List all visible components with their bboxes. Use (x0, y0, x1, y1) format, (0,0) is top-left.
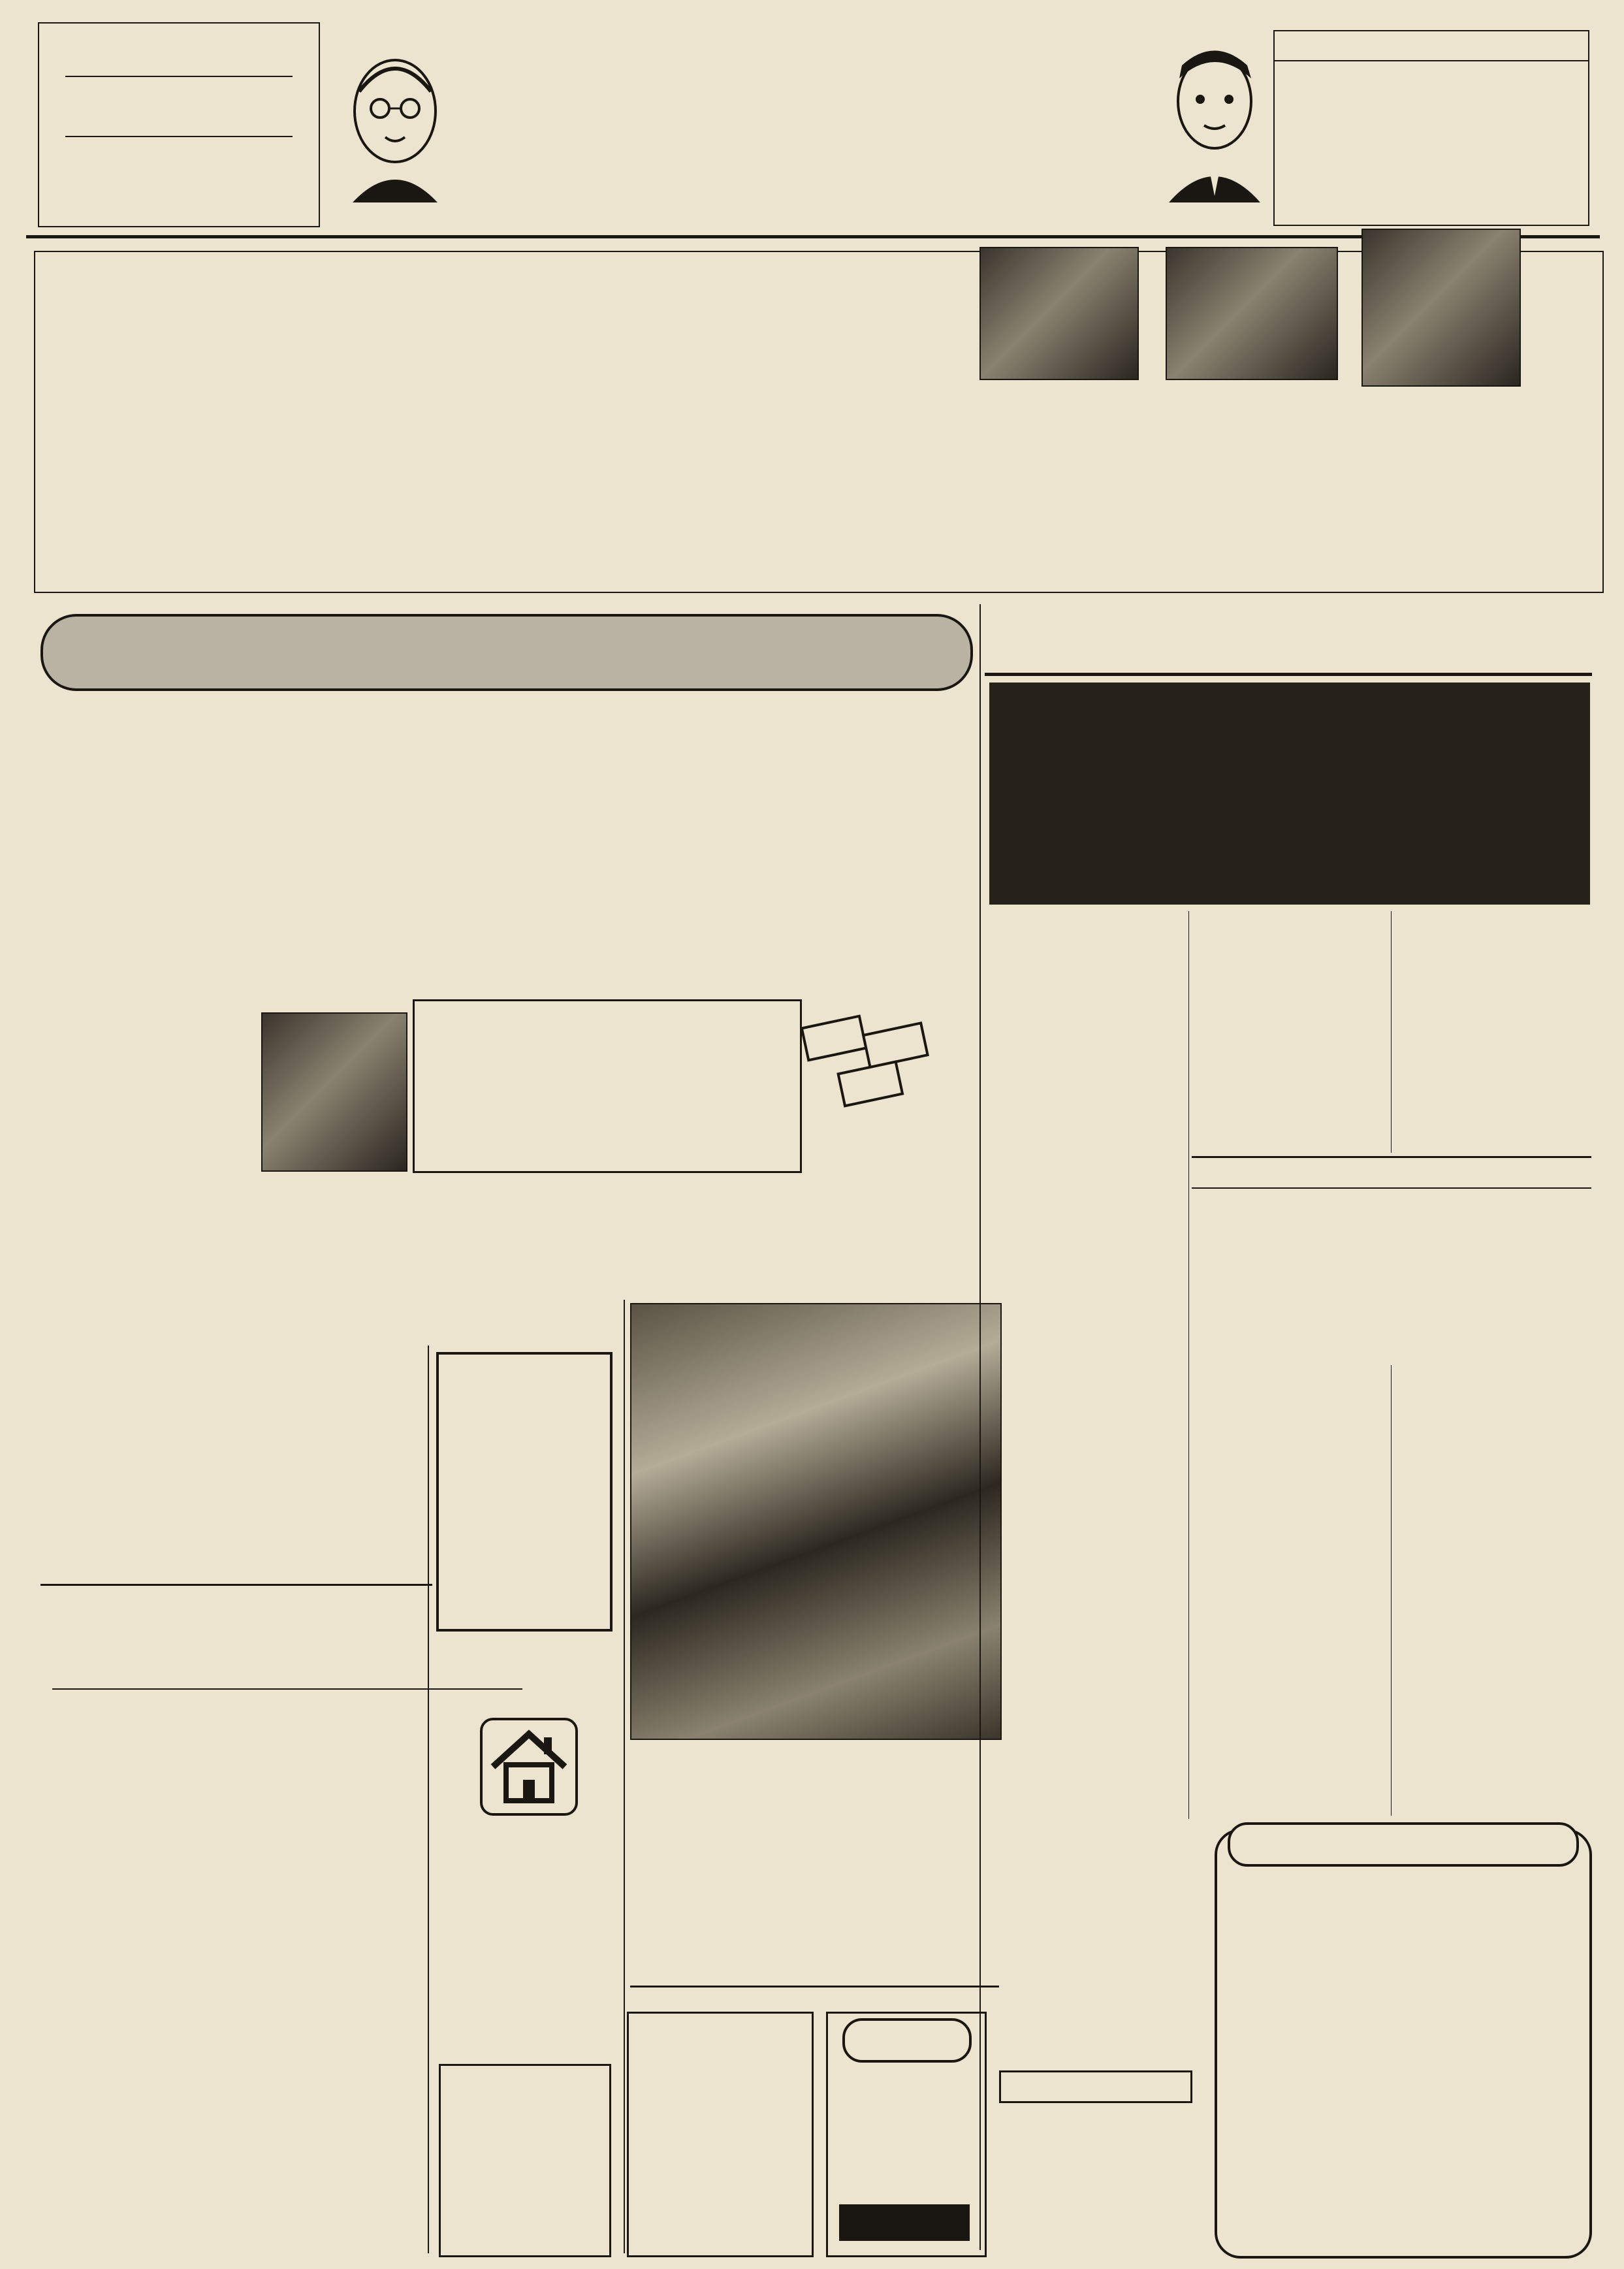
photo-papaioannou (1361, 229, 1521, 387)
grammata-col-1 (52, 1695, 294, 2250)
photo-kastrinakis (1166, 247, 1338, 380)
issue-date (1275, 31, 1588, 61)
proedros-col-2 (1394, 1365, 1590, 1816)
electro-title (1228, 1822, 1579, 1867)
electro-text (1234, 1875, 1567, 2240)
lead-col-5 (976, 392, 1146, 588)
lead-col-4 (787, 392, 967, 588)
founder-portrait (333, 46, 457, 202)
editor-portrait (1156, 39, 1273, 202)
vekka-phone (839, 2204, 970, 2241)
lead-col-7 (1410, 392, 1591, 568)
homes-text (436, 1829, 609, 2064)
proedros-col-1 (1192, 1365, 1388, 1816)
vekka-brand (842, 2018, 972, 2063)
donations-title (999, 2070, 1192, 2103)
carnival-photo (630, 1303, 1002, 1740)
founder-box (38, 22, 320, 227)
apagitou-headline-box (989, 683, 1590, 905)
lead-col-3 (646, 405, 777, 588)
pepagni-col-3 (451, 1176, 633, 1339)
sos-graphic (797, 993, 966, 1123)
photo-farsaris (979, 247, 1139, 380)
doctor-ad (627, 2012, 814, 2257)
contact-box (1273, 30, 1589, 226)
lab-ad (439, 2064, 611, 2257)
photo-chelidonis (261, 1012, 407, 1172)
notice-text (445, 1411, 598, 1620)
apagitou-col-1 (989, 911, 1185, 2054)
apagitou-col-3 (1394, 911, 1590, 1146)
apagitou-col-2 (1192, 911, 1388, 1146)
lead-col-1 (47, 392, 419, 588)
lead-col-2 (424, 392, 640, 588)
pepagni-col-1 (52, 947, 248, 1587)
pepagni-kicker-box (40, 614, 973, 691)
donations-text (996, 2106, 1192, 2250)
house-icon (480, 1718, 578, 1816)
chelidonis-quote-box (413, 999, 802, 1173)
pepagni-col-2 (255, 1172, 444, 1590)
lead-col-6 (1156, 392, 1404, 588)
